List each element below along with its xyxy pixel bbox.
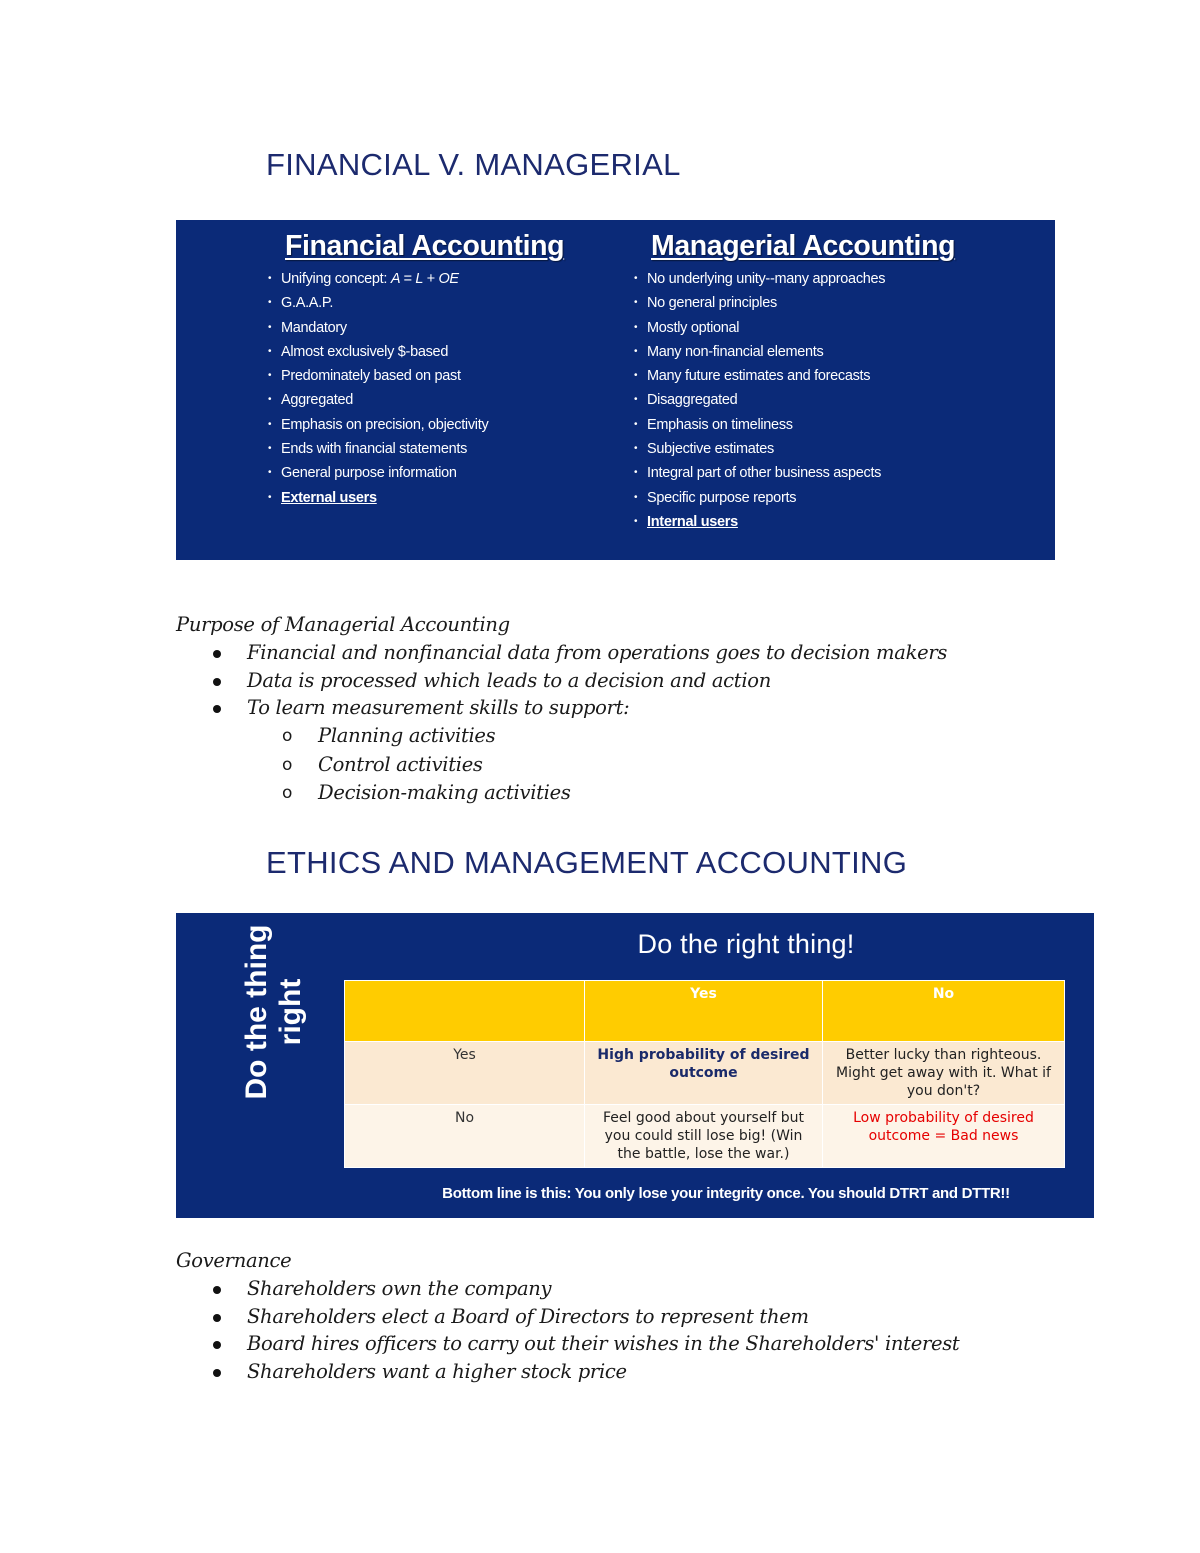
matrix-row-label: No <box>345 1105 585 1168</box>
list-item: • Mandatory <box>268 316 598 340</box>
financial-accounting-list <box>268 267 598 510</box>
matrix-cell: High probability of desired outcome <box>585 1042 823 1105</box>
sub-list-item: o Planning activities <box>176 722 947 751</box>
governance-list <box>176 1275 959 1385</box>
managerial-accounting-title: Managerial Accounting <box>651 230 956 262</box>
bullet-icon: • <box>268 321 272 333</box>
list-item: Shareholders own the company <box>176 1275 959 1303</box>
list-item: Shareholders want a higher stock price <box>176 1358 959 1386</box>
purpose-sub-list <box>176 722 947 808</box>
bullet-icon: • <box>634 273 638 284</box>
bullet-icon: • <box>634 345 638 357</box>
matrix-row <box>345 1042 1065 1105</box>
bullet-icon: • <box>268 297 272 309</box>
purpose-title: Purpose of Managerial Accounting <box>176 613 510 636</box>
list-item: • General purpose information <box>268 461 598 485</box>
governance-title: Governance <box>176 1249 292 1272</box>
heading-financial-v-managerial: FINANCIAL V. MANAGERIAL <box>266 147 681 182</box>
bullet-icon: • <box>268 394 272 406</box>
purpose-section <box>176 611 947 808</box>
list-item: Data is processed which leads to a decision and action <box>176 667 947 695</box>
bullet-icon: • <box>634 418 638 430</box>
matrix-cell: Better lucky than righteous. Might get away with it. What if you don't? <box>823 1042 1065 1105</box>
matrix-cell: Feel good about yourself but you could still lose big! (Win the battle, lose the war.) <box>585 1105 823 1168</box>
sub-list-item: o Control activities <box>176 751 947 780</box>
ethics-slide <box>176 913 1094 1218</box>
bullet-icon: • <box>268 443 272 455</box>
list-item: • Mostly optional <box>634 316 1034 340</box>
bullet-dot-icon <box>213 705 221 713</box>
bullet-icon: • <box>268 345 272 357</box>
bullet-icon: • <box>634 467 638 479</box>
matrix-cell-alert: Low probability of desired outcome = Bad news <box>823 1105 1065 1168</box>
list-item: • Aggregated <box>268 388 598 412</box>
heading-ethics-and-management-accounting: ETHICS AND MANAGEMENT ACCOUNTING <box>266 845 908 880</box>
matrix-row <box>345 1105 1065 1168</box>
matrix-header-yes: Yes <box>585 981 823 1042</box>
bullet-icon: • <box>634 443 638 455</box>
ethics-matrix <box>344 980 1065 1168</box>
ethics-title: Do the right thing! <box>637 929 855 959</box>
financial-accounting-title: Financial Accounting <box>285 230 565 262</box>
bullet-dot-icon <box>213 678 221 686</box>
governance-section <box>176 1247 959 1385</box>
bullet-dot-icon <box>213 650 221 658</box>
list-item: • Emphasis on precision, objectivity <box>268 413 598 437</box>
bullet-icon: • <box>634 491 638 503</box>
list-item: Shareholders elect a Board of Directors to represent them <box>176 1303 959 1331</box>
list-item: • Almost exclusively $-based <box>268 340 598 364</box>
bullet-icon: • <box>268 370 272 382</box>
managerial-accounting-list <box>634 267 1034 534</box>
circle-bullet-icon: o <box>282 783 293 804</box>
matrix-header-row <box>345 981 1065 1042</box>
list-item: • G.A.A.P. <box>268 291 598 315</box>
bottom-line-text: Bottom line is this: You only lose your integrity once. You should DTRT and DTTR!! <box>442 1185 1010 1202</box>
bullet-icon: • <box>634 515 638 527</box>
list-item: Financial and nonfinancial data from operations goes to decision makers <box>176 639 947 667</box>
list-item-internal-users: • Internal users <box>634 510 1034 534</box>
list-item: Board hires officers to carry out their wishes in the Shareholders' interest <box>176 1330 959 1358</box>
bullet-icon: • <box>268 418 272 430</box>
list-item: • Emphasis on timeliness <box>634 413 1034 437</box>
matrix-header-no: No <box>823 981 1065 1042</box>
bullet-dot-icon <box>213 1314 221 1322</box>
list-item: • No underlying unity--many approaches <box>634 267 1034 291</box>
equation: A = L + OE <box>390 271 459 287</box>
vertical-label-line-1: Do the thing <box>240 924 273 1100</box>
bullet-dot-icon <box>213 1369 221 1377</box>
list-item: • Predominately based on past <box>268 364 598 388</box>
list-item: • Many non-financial elements <box>634 340 1034 364</box>
matrix-row-label: Yes <box>345 1042 585 1105</box>
bullet-icon: • <box>634 394 638 406</box>
list-item-external-users: • External users <box>268 486 598 510</box>
list-item: • Unifying concept: A = L + OE <box>268 267 598 291</box>
vertical-label-line-2: right <box>274 978 307 1046</box>
bullet-dot-icon <box>213 1286 221 1294</box>
list-item: • Subjective estimates <box>634 437 1034 461</box>
list-item: • Many future estimates and forecasts <box>634 364 1034 388</box>
bullet-icon: • <box>634 297 638 309</box>
purpose-list <box>176 639 947 722</box>
list-item: To learn measurement skills to support: <box>176 694 947 722</box>
list-item: • Integral part of other business aspects <box>634 461 1034 485</box>
bullet-icon: • <box>268 491 272 503</box>
matrix-header-empty <box>345 981 585 1042</box>
circle-bullet-icon: o <box>282 725 293 746</box>
bullet-dot-icon <box>213 1341 221 1349</box>
bullet-icon: • <box>634 370 638 382</box>
sub-list-item: o Decision-making activities <box>176 779 947 808</box>
bullet-icon: • <box>268 467 272 479</box>
financial-accounting-column <box>268 230 598 510</box>
managerial-accounting-column <box>634 230 1034 534</box>
bullet-icon: • <box>634 321 638 333</box>
list-item: • No general principles <box>634 291 1034 315</box>
list-item: • Specific purpose reports <box>634 486 1034 510</box>
circle-bullet-icon: o <box>282 754 293 775</box>
comparison-slide <box>176 220 1055 560</box>
list-item: • Disaggregated <box>634 388 1034 412</box>
bullet-icon: • <box>268 273 272 284</box>
list-item: • Ends with financial statements <box>268 437 598 461</box>
